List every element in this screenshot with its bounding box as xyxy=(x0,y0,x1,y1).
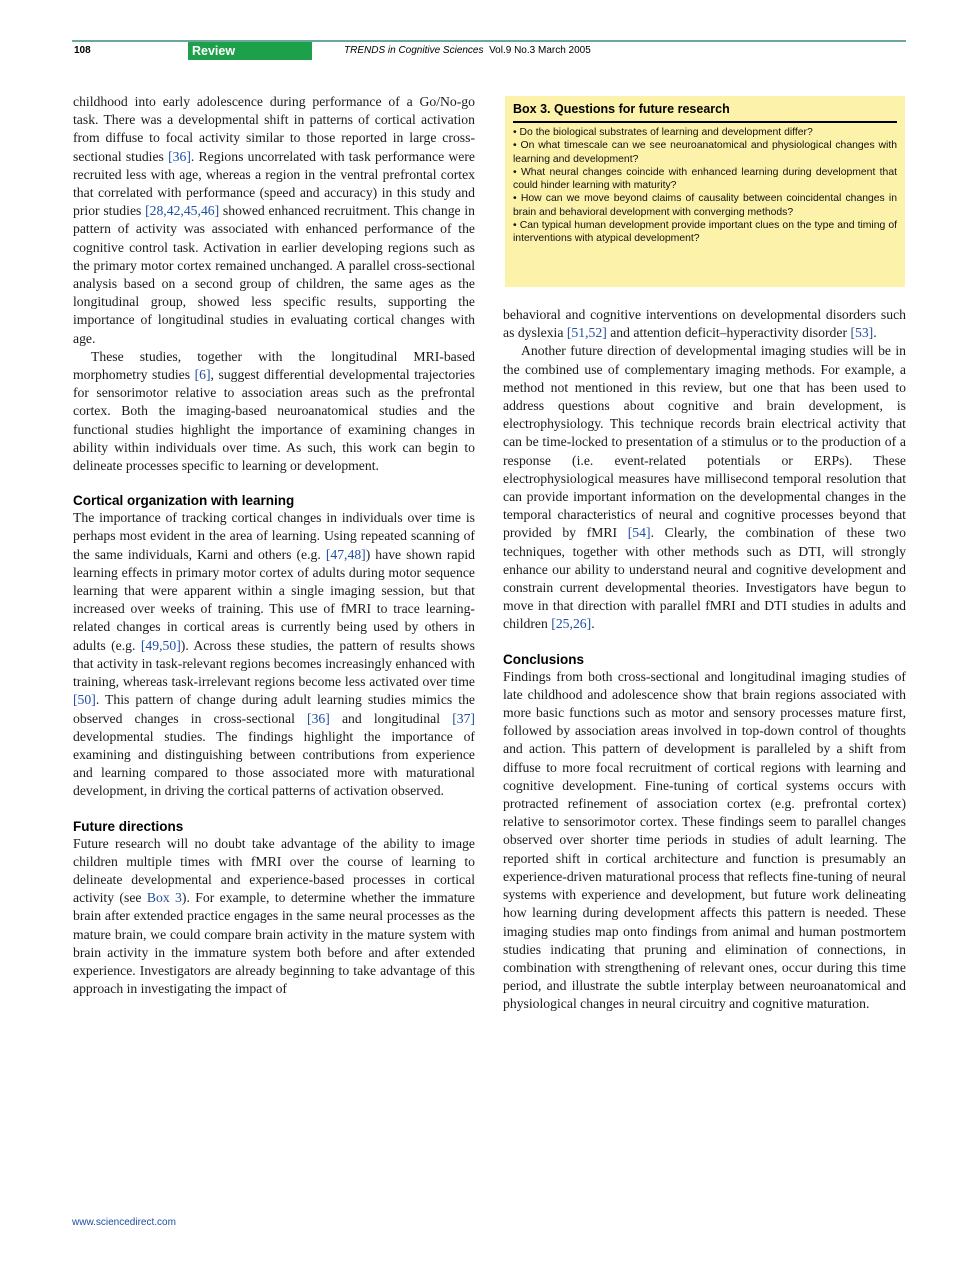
box-reference-link[interactable]: Box 3 xyxy=(146,890,182,906)
section-tab: Review xyxy=(188,42,312,60)
question-item: • Can typical human development provide important clues on the type and timing of interventions with atypical development? xyxy=(513,219,897,246)
box-title: Box 3. Questions for future research xyxy=(513,102,897,123)
reference-link[interactable]: [28,42,45,46] xyxy=(145,203,220,219)
paragraph: The importance of tracking cortical changes in individuals over time is perhaps most evident in the area of learning. Using repeated scanning of the same individuals, Karni and others (e.g. [47,48]) have shown rapid learning effects in primary motor cortex of adults during motor sequence learning that were apparent within a single imaging session, but that increased over weeks of training. This use of fMRI to trace learning-related changes in cortical areas is currently being used by others in adults (e.g. [49,50]). Across these studies, the pattern of results shows that activity in task-relevant regions becomes increasingly enhanced with training, whereas task-irrelevant regions become less activated over time [50]. This pattern of change during adult learning studies mimics the observed changes in cross-sectional [36] and longitudinal [37] developmental studies. The findings highlight the importance of examining and distinguishing between contributions from experience and learning compared to those associated more with maturational development, in driving the cortical patterns of activation observed. xyxy=(73,510,475,799)
reference-link[interactable]: [6] xyxy=(194,367,211,383)
reference-link[interactable]: [53] xyxy=(850,325,874,341)
section-heading-cortical-organization: Cortical organization with learning xyxy=(73,493,295,509)
question-item: • How can we move beyond claims of causality between coincidental changes in brain and behavioral development with converging methods? xyxy=(513,192,897,219)
paragraph: These studies, together with the longitudinal MRI-based morphometry studies [6], suggest differential developmental trajectories for sensorimotor relative to association areas such as the prefrontal cortex. Both the imaging-based neuroanatomical studies and the functional studies highlight the importance of examining changes in ability within individuals over time. As such, this work can begin to delineate processes specific to learning or development. xyxy=(73,348,475,474)
paragraph: Future research will no doubt take advantage of the ability to image children multiple times with fMRI over the course of learning to delineate developmental and experience-based processes in cortical activity (see Box 3). For example, to determine whether the immature brain after extended practice engages in the same neural processes as the mature brain, we could compare brain activity in the mature system with brain activity in the immature system both before and after extended experience. Investigators are already beginning to take advantage of this approach in investigating the impact of xyxy=(73,835,475,997)
journal-issue: Vol.9 No.3 March 2005 xyxy=(489,45,591,56)
reference-link[interactable]: [50] xyxy=(73,692,96,708)
page-number: 108 xyxy=(74,45,91,56)
question-item: • What neural changes coincide with enhanced learning during development that could hinder learning with maturity? xyxy=(513,166,897,193)
reference-link[interactable]: [49,50] xyxy=(140,637,181,653)
question-item: • On what timescale can we see neuroanatomical and physiological changes with learning and development? xyxy=(513,139,897,166)
running-header xyxy=(72,40,906,62)
paragraph: Findings from both cross-sectional and longitudinal imaging studies of late childhood and adolescence show that brain regions associated with more basic functions such as motor and sensory processes mature first, followed by association areas involved in top-down control of thoughts and action. This pattern of development is paralleled by a shift from diffuse to more focal recruitment of cortical regions with learning and cognitive development. Fine-tuning of cortical systems occurs with protracted refinement of association cortex (e.g. prefrontal cortex) relative to sensorimotor cortex. These findings seem to parallel changes observed over shorter time periods in studies of adult learning. The reported shift in cortical architecture and function is presumably an experience-driven maturational process that reflects fine-tuning of neural systems with experience and development, but future work delineating how learning during development affects this pattern is needed. These imaging studies map onto findings from animal and human postmortem studies indicating that pruning and elimination of connections, in combination with strengthening of relevant ones, occur during this time period, and illustrate the subtle interplay between neuroanatomical and physiological changes in neural circuitry and cognitive maturation. xyxy=(503,668,906,1012)
paragraph: childhood into early adolescence during performance of a Go/No-go task. There was a developmental shift in patterns of cortical activation from diffuse to focal activity similar to those reported in large cross-sectional studies [36]. Regions uncorrelated with task performance were recruited less with age, whereas a region in the ventral prefrontal cortex that correlated with performance (speed and accuracy) in this study and prior studies [28,42,45,46] showed enhanced recruitment. This change in pattern of activity was associated with enhanced performance of the cognitive control task. Activation in earlier developing regions such as the primary motor cortex remained unchanged. A parallel cross-sectional analysis based on a second group of children, the same ages as the longitudinal group, showed less specific results, supporting the importance of longitudinal studies in evaluating cortical changes with age. xyxy=(73,94,475,346)
box-questions-future-research xyxy=(505,96,905,287)
journal-citation xyxy=(344,45,591,56)
reference-link[interactable]: [25,26] xyxy=(551,616,592,632)
reference-link[interactable]: [51,52] xyxy=(566,325,607,341)
question-item: • Do the biological substrates of learning and development differ? xyxy=(513,126,897,139)
journal-name: TRENDS in Cognitive Sciences xyxy=(344,45,484,56)
left-column xyxy=(73,93,475,998)
question-list xyxy=(513,126,897,246)
reference-link[interactable]: [47,48] xyxy=(325,546,366,562)
paragraph: Another future direction of developmental imaging studies will be in the combined use of complementary imaging methods. For example, a method not mentioned in this review, but one that has been used to address questions about cognitive and brain development, is electrophysiology. This technique records brain electrical activity that can be time-locked to presentation of a stimulus or to the production of a response (i.e. event-related potentials or ERPs). These electrophysiological measures have millisecond temporal resolution that can provide important information on the developmental changes in the temporal characteristics of neural and cognitive processes beyond that provided by fMRI [54]. Clearly, the combination of these two techniques, together with other methods such as DTI, will strongly enhance our ability to understand neural and cognitive development and constrain current developmental theories. Investigators have begun to move in that direction with parallel fMRI and DTI studies in adults and children [25,26]. xyxy=(503,343,906,632)
section-heading-future-directions: Future directions xyxy=(73,818,184,834)
right-column xyxy=(503,306,906,1014)
reference-link[interactable]: [54] xyxy=(627,525,651,541)
paragraph: behavioral and cognitive interventions on developmental disorders such as dyslexia [51,52] and attention deficit–hyperactivity disorder [53]. xyxy=(503,307,906,341)
reference-link[interactable]: [36] xyxy=(168,148,191,164)
section-heading-conclusions: Conclusions xyxy=(503,651,585,667)
footer-url-link[interactable]: www.sciencedirect.com xyxy=(72,1217,176,1228)
reference-link[interactable]: [36] xyxy=(307,710,330,726)
reference-link[interactable]: [37] xyxy=(452,710,475,726)
